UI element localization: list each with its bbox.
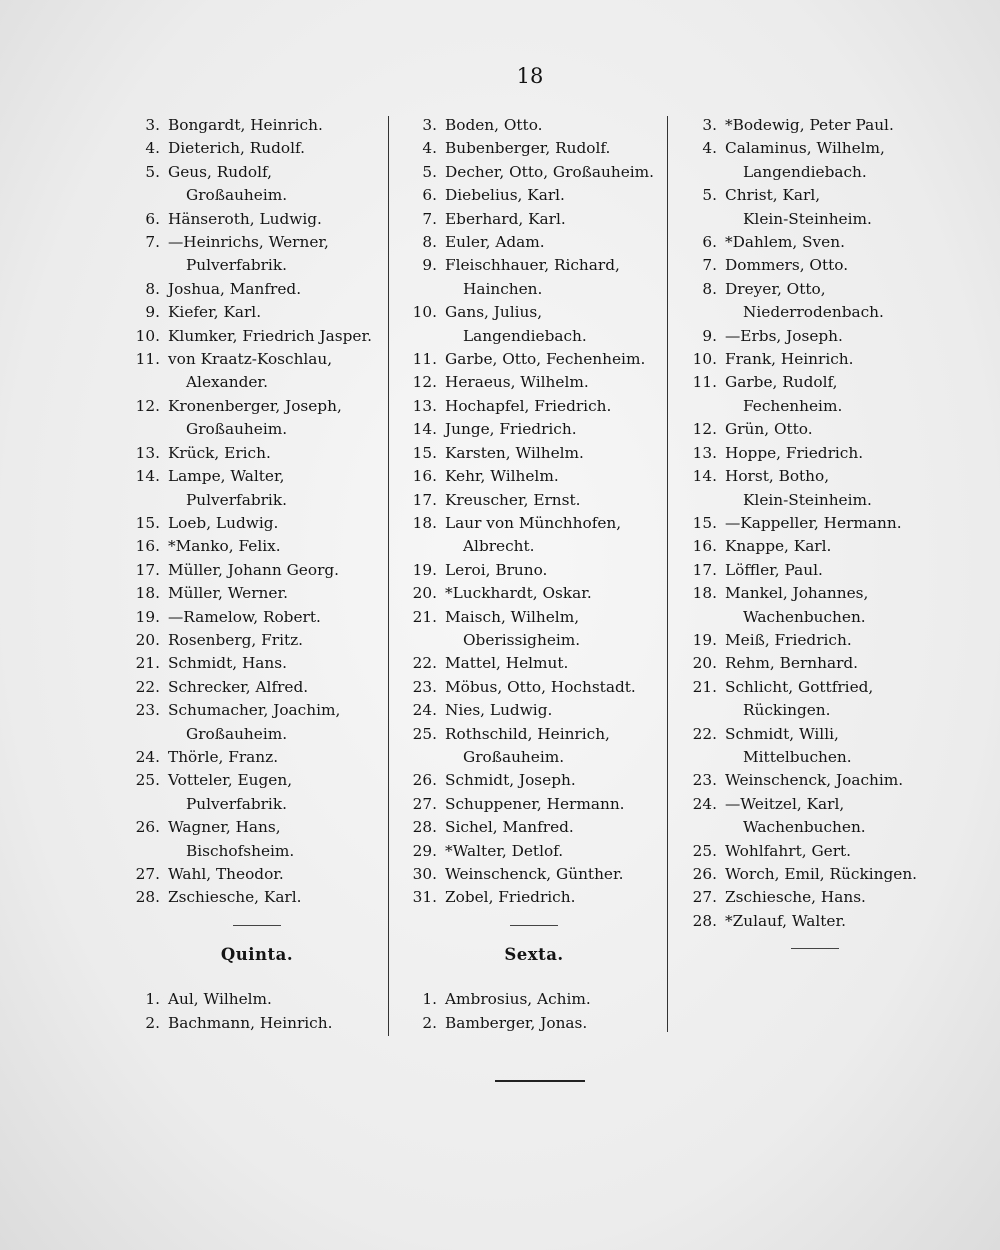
- entry-number: 23.: [135, 701, 160, 720]
- list-item: [128, 886, 386, 909]
- list-item: [128, 988, 386, 1011]
- list-item: [128, 535, 386, 558]
- list-item: [685, 442, 945, 465]
- student-name: Kreuscher, Ernst.: [445, 490, 581, 509]
- entry-number: 22.: [412, 654, 437, 673]
- list-item: [685, 465, 945, 488]
- entry-number: 13.: [412, 396, 437, 415]
- student-name: Bubenberger, Rudolf.: [445, 139, 611, 158]
- entry-number: 11.: [135, 350, 160, 369]
- list-item: [405, 723, 663, 746]
- entry-number: 20.: [692, 654, 717, 673]
- student-name: Worch, Emil, Rückingen.: [725, 865, 918, 883]
- list-item: [405, 184, 663, 207]
- student-name: Schrecker, Alfred.: [168, 677, 309, 696]
- entry-location: Klein-Steinheim.: [743, 209, 872, 228]
- list-item: [128, 465, 386, 488]
- entry-number: 13.: [135, 443, 160, 462]
- class-heading: Sexta.: [504, 944, 564, 964]
- entry-location: Albrecht.: [463, 537, 535, 556]
- list-item: [128, 278, 386, 301]
- entry-number: 7.: [702, 256, 717, 275]
- student-name: *Dahlem, Sven.: [725, 233, 845, 252]
- list-item: [405, 418, 663, 441]
- entry-location: Großauheim.: [186, 724, 288, 743]
- entry-number: 6.: [702, 233, 717, 252]
- heading-spacer: [405, 978, 663, 988]
- student-name: Bachmann, Heinrich.: [168, 1013, 333, 1032]
- name-column-2: [405, 114, 663, 1035]
- entry-location: Klein-Steinheim.: [743, 490, 872, 509]
- entry-number: 10.: [412, 303, 437, 322]
- entry-number: 26.: [412, 771, 437, 790]
- list-item: [405, 512, 663, 535]
- column-divider: [667, 116, 668, 1032]
- list-item: [685, 184, 945, 207]
- entry-number: 16.: [135, 537, 160, 556]
- entry-number: 17.: [135, 560, 160, 579]
- student-name: Garbe, Otto, Fechenheim.: [445, 350, 646, 369]
- list-item: [405, 301, 663, 324]
- section-separator: [510, 925, 558, 926]
- entry-location: Wachenbuchen.: [743, 818, 866, 837]
- student-name: Dieterich, Rudolf.: [168, 139, 305, 158]
- entry-number: 26.: [135, 818, 160, 837]
- student-name: Maisch, Wilhelm,: [445, 607, 580, 626]
- entry-number: 2.: [422, 1013, 437, 1032]
- student-name: Schmidt, Hans.: [168, 654, 287, 673]
- list-item: [128, 161, 386, 184]
- student-name: Weinschenck, Joachim.: [725, 771, 904, 790]
- entry-number: 20.: [412, 584, 437, 603]
- entry-number: 28.: [135, 888, 160, 907]
- entry-number: 25.: [412, 724, 437, 743]
- student-name: Hochapfel, Friedrich.: [445, 396, 612, 415]
- entry-location: Oberissigheim.: [463, 630, 581, 649]
- list-item: [405, 840, 663, 863]
- list-item: [405, 371, 663, 394]
- student-name: Rosenberg, Fritz.: [168, 630, 304, 649]
- list-item: [128, 676, 386, 699]
- student-name: *Zulauf, Walter.: [725, 911, 846, 930]
- list-item: [128, 512, 386, 535]
- entry-number: 4.: [702, 139, 717, 158]
- entry-location: Pulverfabrik.: [186, 256, 287, 275]
- list-item: [405, 582, 663, 605]
- entry-number: 13.: [692, 443, 717, 462]
- entry-number: 3.: [422, 116, 437, 134]
- list-item: [405, 489, 663, 512]
- student-name: Schmidt, Willi,: [725, 724, 839, 743]
- entry-number: 21.: [412, 607, 437, 626]
- list-item: [685, 535, 945, 558]
- student-name: Knappe, Karl.: [725, 537, 832, 556]
- list-item: [405, 254, 663, 277]
- name-column-1: [128, 114, 386, 1035]
- entry-number: 3.: [145, 116, 160, 134]
- entry-number: 21.: [135, 654, 160, 673]
- student-name: Euler, Adam.: [445, 233, 545, 252]
- entry-number: 22.: [692, 724, 717, 743]
- student-name: Schmidt, Joseph.: [445, 771, 576, 790]
- list-item: [128, 301, 386, 324]
- list-item: [685, 863, 945, 886]
- list-item: [405, 652, 663, 675]
- entry-location: Alexander.: [186, 373, 268, 392]
- entry-number: 27.: [135, 865, 160, 883]
- list-item: [405, 988, 663, 1011]
- student-name: Calaminus, Wilhelm,: [725, 139, 885, 158]
- entry-number: 30.: [412, 865, 437, 883]
- student-name: Christ, Karl,: [725, 186, 821, 205]
- list-item: [685, 910, 945, 933]
- student-name: Gans, Julius,: [445, 303, 543, 322]
- entry-location: Hainchen.: [463, 279, 543, 298]
- student-name: Dommers, Otto.: [725, 256, 849, 275]
- section-separator: [233, 925, 281, 926]
- list-item: [128, 231, 386, 254]
- entry-number: 12.: [135, 396, 160, 415]
- list-item: [685, 137, 945, 160]
- student-name: Lampe, Walter,: [168, 467, 285, 486]
- list-item: [405, 863, 663, 886]
- list-item: [128, 863, 386, 886]
- list-item: [405, 886, 663, 909]
- student-name: Kronenberger, Joseph,: [168, 396, 342, 415]
- student-name: Zschiesche, Hans.: [725, 888, 866, 907]
- student-name: *Walter, Detlof.: [445, 841, 564, 860]
- student-name: Boden, Otto.: [445, 116, 543, 134]
- list-item: [685, 629, 945, 652]
- list-item: [128, 114, 386, 137]
- list-item: [128, 606, 386, 629]
- list-item: [685, 418, 945, 441]
- entry-number: 24.: [692, 794, 717, 813]
- entry-number: 18.: [692, 584, 717, 603]
- entry-number: 27.: [692, 888, 717, 907]
- student-name: Votteler, Eugen,: [168, 771, 293, 790]
- name-column-3: [685, 114, 945, 966]
- heading-spacer: [128, 978, 386, 988]
- entry-number: 10.: [135, 326, 160, 345]
- list-item: [685, 371, 945, 394]
- student-name: —Weitzel, Karl,: [725, 794, 845, 813]
- student-name: Eberhard, Karl.: [445, 209, 566, 228]
- entry-location: Großauheim.: [463, 747, 565, 766]
- entry-number: 8.: [422, 233, 437, 252]
- list-item: [685, 114, 945, 137]
- entry-number: 5.: [422, 162, 437, 181]
- student-name: Rehm, Bernhard.: [725, 654, 859, 673]
- list-item: [685, 231, 945, 254]
- student-name: Bamberger, Jonas.: [445, 1013, 588, 1032]
- entry-number: 8.: [145, 279, 160, 298]
- student-name: Möbus, Otto, Hochstadt.: [445, 677, 636, 696]
- entry-number: 11.: [412, 350, 437, 369]
- entry-number: 18.: [412, 513, 437, 532]
- column-divider: [388, 116, 389, 1036]
- entry-number: 19.: [692, 630, 717, 649]
- list-item: [128, 208, 386, 231]
- student-name: Mattel, Helmut.: [445, 654, 569, 673]
- entry-number: 27.: [412, 794, 437, 813]
- list-item: [128, 652, 386, 675]
- entry-location: Niederrodenbach.: [743, 303, 884, 322]
- list-item: [685, 254, 945, 277]
- list-item: [128, 582, 386, 605]
- student-name: Diebelius, Karl.: [445, 186, 565, 205]
- list-item: [685, 348, 945, 371]
- student-name: *Luckhardt, Oskar.: [445, 584, 592, 603]
- student-name: Grün, Otto.: [725, 420, 813, 439]
- entry-number: 7.: [145, 233, 160, 252]
- entry-number: 9.: [702, 326, 717, 345]
- entry-number: 14.: [692, 467, 717, 486]
- entry-number: 24.: [412, 701, 437, 720]
- student-name: Müller, Werner.: [168, 584, 288, 603]
- student-name: Ambrosius, Achim.: [445, 990, 591, 1009]
- class-heading: Quinta.: [220, 944, 294, 964]
- entry-number: 8.: [702, 279, 717, 298]
- entry-number: 19.: [412, 560, 437, 579]
- entry-number: 16.: [692, 537, 717, 556]
- entry-location: Pulverfabrik.: [186, 490, 287, 509]
- list-item: [405, 348, 663, 371]
- entry-number: 9.: [422, 256, 437, 275]
- entry-number: 9.: [145, 303, 160, 322]
- list-item: [128, 395, 386, 418]
- entry-number: 25.: [135, 771, 160, 790]
- list-item: [405, 676, 663, 699]
- student-name: Müller, Johann Georg.: [168, 560, 340, 579]
- list-item: [128, 137, 386, 160]
- student-name: Löffler, Paul.: [725, 560, 823, 579]
- student-name: Decher, Otto, Großauheim.: [445, 162, 655, 181]
- student-name: *Manko, Felix.: [168, 537, 281, 556]
- entry-number: 24.: [135, 747, 160, 766]
- section-separator: [791, 948, 839, 949]
- entry-location: Fechenheim.: [743, 396, 843, 415]
- list-item: [128, 816, 386, 839]
- entry-number: 7.: [422, 209, 437, 228]
- entry-location: Rückingen.: [743, 701, 831, 720]
- student-name: Meiß, Friedrich.: [725, 630, 852, 649]
- list-item: [405, 231, 663, 254]
- student-name: —Kappeller, Hermann.: [725, 513, 902, 532]
- list-item: [405, 606, 663, 629]
- list-item: [685, 559, 945, 582]
- student-name: Hänseroth, Ludwig.: [168, 209, 322, 228]
- student-name: Frank, Heinrich.: [725, 350, 854, 369]
- list-item: [405, 699, 663, 722]
- entry-number: 1.: [422, 990, 437, 1009]
- student-name: Wohlfahrt, Gert.: [725, 841, 852, 860]
- student-name: Loeb, Ludwig.: [168, 513, 279, 532]
- entry-number: 20.: [135, 630, 160, 649]
- student-name: Kiefer, Karl.: [168, 303, 262, 322]
- entry-number: 17.: [692, 560, 717, 579]
- student-name: Thörle, Franz.: [168, 747, 279, 766]
- student-name: Leroi, Bruno.: [445, 560, 548, 579]
- student-name: Garbe, Rudolf,: [725, 373, 838, 392]
- entry-number: 12.: [692, 420, 717, 439]
- entry-number: 21.: [692, 677, 717, 696]
- student-name: Weinschenck, Günther.: [445, 865, 624, 883]
- entry-number: 6.: [422, 186, 437, 205]
- list-item: [405, 1012, 663, 1035]
- list-item: [405, 114, 663, 137]
- list-item: [128, 1012, 386, 1035]
- list-item: [128, 348, 386, 371]
- student-name: Sichel, Manfred.: [445, 818, 574, 837]
- student-name: Hoppe, Friedrich.: [725, 443, 864, 462]
- entry-number: 25.: [692, 841, 717, 860]
- entry-location: Großauheim.: [186, 186, 288, 205]
- entry-number: 4.: [422, 139, 437, 158]
- page-number: 18: [516, 64, 544, 88]
- entry-number: 11.: [692, 373, 717, 392]
- entry-number: 23.: [692, 771, 717, 790]
- list-item: [685, 793, 945, 816]
- entry-number: 31.: [412, 888, 437, 907]
- list-item: [685, 840, 945, 863]
- list-item: [685, 512, 945, 535]
- student-name: Zobel, Friedrich.: [445, 888, 576, 907]
- list-item: [685, 278, 945, 301]
- student-name: Heraeus, Wilhelm.: [445, 373, 589, 392]
- list-item: [128, 629, 386, 652]
- list-item: [685, 676, 945, 699]
- entry-number: 14.: [135, 467, 160, 486]
- student-name: Schuppener, Hermann.: [445, 794, 625, 813]
- list-item: [128, 746, 386, 769]
- entry-number: 4.: [145, 139, 160, 158]
- student-name: Nies, Ludwig.: [445, 701, 553, 720]
- entry-number: 3.: [702, 116, 717, 134]
- student-name: Bongardt, Heinrich.: [168, 116, 323, 134]
- list-item: [128, 559, 386, 582]
- list-item: [405, 465, 663, 488]
- student-name: Klumker, Friedrich Jasper.: [168, 326, 372, 345]
- entry-number: 15.: [412, 443, 437, 462]
- entry-number: 2.: [145, 1013, 160, 1032]
- entry-number: 16.: [412, 467, 437, 486]
- entry-number: 15.: [692, 513, 717, 532]
- entry-number: 18.: [135, 584, 160, 603]
- student-name: Karsten, Wilhelm.: [445, 443, 584, 462]
- list-item: [685, 886, 945, 909]
- entry-location: Pulverfabrik.: [186, 794, 287, 813]
- list-item: [405, 442, 663, 465]
- list-item: [405, 137, 663, 160]
- student-name: Geus, Rudolf,: [168, 162, 272, 181]
- entry-number: 6.: [145, 209, 160, 228]
- list-item: [685, 325, 945, 348]
- entry-number: 29.: [412, 841, 437, 860]
- entry-number: 5.: [702, 186, 717, 205]
- list-item: [405, 816, 663, 839]
- list-item: [685, 652, 945, 675]
- list-item: [405, 208, 663, 231]
- entry-location: Wachenbuchen.: [743, 607, 866, 626]
- student-name: Wagner, Hans,: [168, 818, 281, 837]
- entry-location: Bischofsheim.: [186, 841, 295, 860]
- list-item: [685, 723, 945, 746]
- student-name: —Erbs, Joseph.: [725, 326, 843, 345]
- entry-number: 5.: [145, 162, 160, 181]
- student-name: von Kraatz-Koschlau,: [168, 350, 333, 369]
- entry-location: Langendiebach.: [743, 162, 867, 181]
- student-name: Dreyer, Otto,: [725, 279, 826, 298]
- list-item: [405, 769, 663, 792]
- entry-number: 10.: [692, 350, 717, 369]
- student-name: Kehr, Wilhelm.: [445, 467, 559, 486]
- entry-number: 26.: [692, 865, 717, 883]
- student-name: —Heinrichs, Werner,: [168, 233, 329, 252]
- student-name: Wahl, Theodor.: [168, 865, 284, 883]
- entry-number: 14.: [412, 420, 437, 439]
- student-name: Fleischhauer, Richard,: [445, 256, 620, 275]
- entry-number: 28.: [412, 818, 437, 837]
- student-name: Joshua, Manfred.: [168, 279, 302, 298]
- list-item: [128, 442, 386, 465]
- list-item: [128, 699, 386, 722]
- entry-location: Langendiebach.: [463, 326, 587, 345]
- entry-number: 28.: [692, 911, 717, 930]
- student-name: Zschiesche, Karl.: [168, 888, 302, 907]
- list-item: [405, 559, 663, 582]
- list-item: [405, 793, 663, 816]
- entry-location: Mittelbuchen.: [743, 747, 852, 766]
- student-name: Horst, Botho,: [725, 467, 830, 486]
- student-name: *Bodewig, Peter Paul.: [725, 116, 894, 134]
- list-item: [685, 582, 945, 605]
- student-name: Aul, Wilhelm.: [168, 990, 272, 1009]
- student-name: Schlicht, Gottfried,: [725, 677, 874, 696]
- student-name: Schumacher, Joachim,: [168, 701, 341, 720]
- entry-number: 17.: [412, 490, 437, 509]
- end-rule: [495, 1080, 585, 1082]
- list-item: [128, 325, 386, 348]
- entry-number: 12.: [412, 373, 437, 392]
- student-name: Mankel, Johannes,: [725, 584, 869, 603]
- student-name: Rothschild, Heinrich,: [445, 724, 610, 743]
- entry-number: 22.: [135, 677, 160, 696]
- entry-number: 1.: [145, 990, 160, 1009]
- entry-number: 23.: [412, 677, 437, 696]
- entry-number: 19.: [135, 607, 160, 626]
- student-name: Krück, Erich.: [168, 443, 271, 462]
- list-item: [405, 395, 663, 418]
- list-item: [405, 161, 663, 184]
- list-item: [685, 769, 945, 792]
- student-name: —Ramelow, Robert.: [168, 607, 321, 626]
- entry-number: 15.: [135, 513, 160, 532]
- student-name: Junge, Friedrich.: [445, 420, 577, 439]
- student-name: Laur von Münchhofen,: [445, 513, 622, 532]
- entry-location: Großauheim.: [186, 420, 288, 439]
- list-item: [128, 769, 386, 792]
